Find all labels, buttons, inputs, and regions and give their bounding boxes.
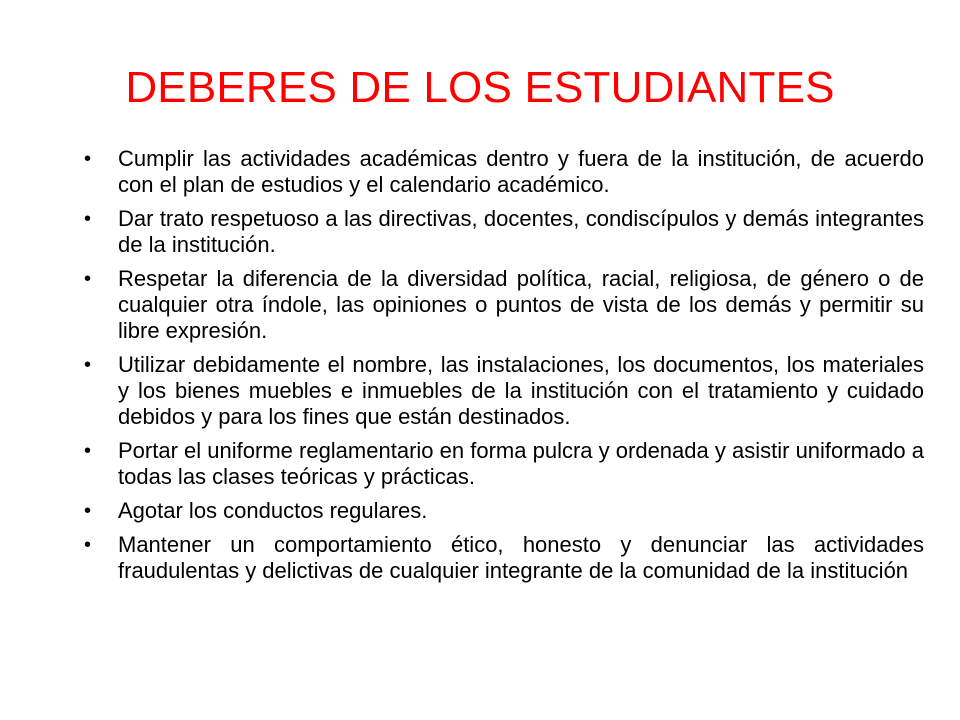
bullet-text: Portar el uniforme reglamentario en forma pulcra y ordenada y asistir uniformado a todas las clases teóricas y prácticas. bbox=[118, 438, 924, 489]
bullet-icon: • bbox=[84, 268, 92, 290]
bullet-text: Cumplir las actividades académicas dentro y fuera de la institución, de acuerdo con el plan de estudios y el calendario académico. bbox=[118, 146, 924, 197]
bullet-icon: • bbox=[84, 534, 92, 556]
list-item bbox=[80, 266, 924, 344]
bullet-icon: • bbox=[84, 208, 92, 230]
list-item bbox=[80, 438, 924, 490]
bullet-text: Respetar la diferencia de la diversidad política, racial, religiosa, de género o de cualquier otra índole, las opiniones o puntos de vista de los demás y permitir su libre expresión. bbox=[118, 266, 924, 343]
duties-list bbox=[80, 146, 924, 590]
bullet-text: Mantener un comportamiento ético, honesto y denunciar las actividades fraudulentas y delictivas de cualquier integrante de la comunidad de la institución bbox=[118, 532, 924, 583]
list-item bbox=[80, 532, 924, 584]
bullet-icon: • bbox=[84, 440, 92, 462]
bullet-icon: • bbox=[84, 354, 92, 376]
bullet-text: Dar trato respetuoso a las directivas, docentes, condiscípulos y demás integrantes de la institución. bbox=[118, 206, 924, 257]
list-item bbox=[80, 352, 924, 430]
slide-title: DEBERES DE LOS ESTUDIANTES bbox=[125, 63, 835, 112]
bullet-icon: • bbox=[84, 148, 92, 170]
list-item bbox=[80, 498, 924, 524]
bullet-icon: • bbox=[84, 500, 92, 522]
list-item bbox=[80, 146, 924, 198]
bullet-text: Agotar los conductos regulares. bbox=[118, 498, 428, 523]
bullet-text: Utilizar debidamente el nombre, las instalaciones, los documentos, los materiales y los bienes muebles e inmuebles de la institución con el tratamiento y cuidado debidos y para los fines que están destinados. bbox=[118, 352, 924, 429]
list-item bbox=[80, 206, 924, 258]
